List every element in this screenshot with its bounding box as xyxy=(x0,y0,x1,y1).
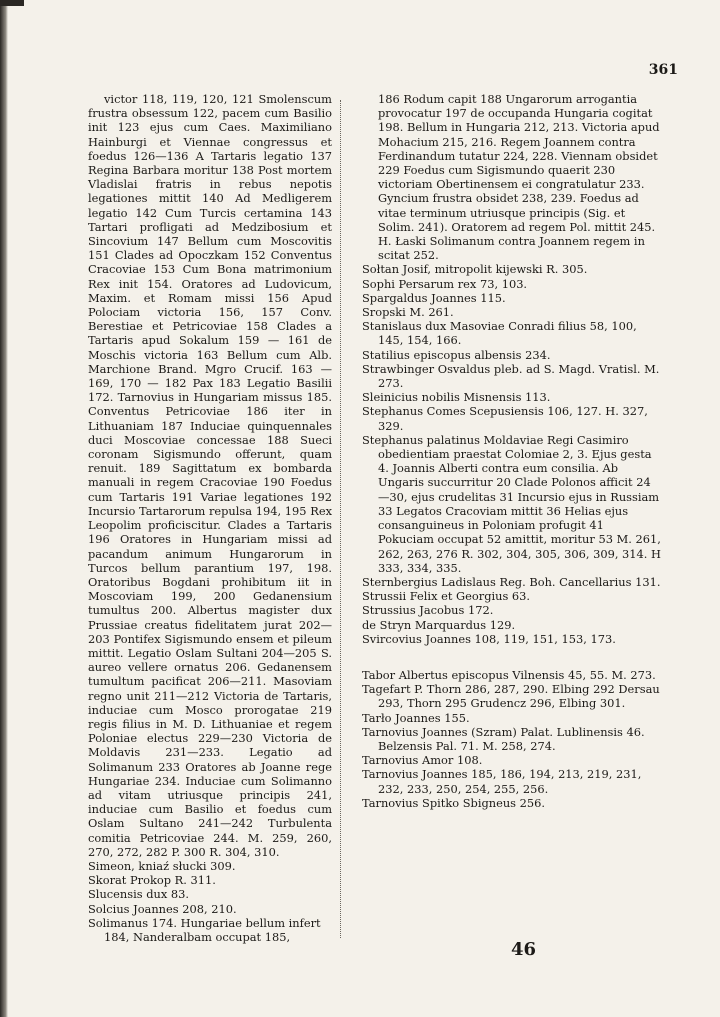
left-column xyxy=(88,92,332,944)
index-entry: Spargaldus Joannes 115. xyxy=(362,290,506,305)
index-entry: Strawbinger Osvaldus pleb. ad S. Magd. Vratisl. M. 273. xyxy=(362,361,660,391)
index-entry: Svircovius Joannes 108, 119, 151, 153, 173. xyxy=(362,631,616,646)
index-entry: Tagefart P. Thorn 286, 287, 290. Elbing 292 Dersau 293, Thorn 295 Grudencz 296, Elbing 301. xyxy=(362,682,660,711)
index-entry: Solcius Joannes 208, 210. xyxy=(88,901,237,916)
index-entry: Tarnovius Spitko Sbigneus 256. xyxy=(362,795,545,810)
index-entry: Sołtan Josif, mitropolit kijewski R. 305. xyxy=(362,262,588,277)
section-gap xyxy=(362,646,662,668)
index-entry: Tarnovius Amor 108. xyxy=(362,753,483,768)
index-entry: Tarło Joannes 155. xyxy=(362,710,470,725)
index-entry: Tabor Albertus episcopus Vilnensis 45, 55. M. 273. xyxy=(362,667,656,682)
index-entry: 186 Rodum capit 188 Ungarorum arrogantia provocatur 197 de occupanda Hungaria cogitat 198. Bellum in Hungaria 212, 213. Victoria apud Mohacium 215, 216. Regem Joannem contra Ferdinandum tutatur 224, 228. Viennam obsidet 229 Foedus cum Sigismundo quaerit 230 victoriam Obertinensem ei congratulatur 233. Gyncium frustra obsidet 238, 239. Foedus ad vitae terminum utriusque principis (Sig. et Solim. 241). Oratorem ad regem Pol. mittit 245. H. Łaski Solimanum contra Joannem regem in scitat 252. xyxy=(378,92,660,263)
page-number-top: 361 xyxy=(648,62,678,78)
column-divider xyxy=(340,100,347,938)
index-entry: Strussii Felix et Georgius 63. xyxy=(362,589,531,604)
index-entry: Skorat Prokop R. 311. xyxy=(88,873,216,888)
index-entry: Sropski M. 261. xyxy=(362,305,454,320)
index-entry: Tarnovius Joannes (Szram) Palat. Lublinensis 46. Belzensis Pal. 71. M. 258, 274. xyxy=(362,724,645,753)
page-number-bottom: 46 xyxy=(511,939,537,960)
index-entry: Stephanus Comes Scepusiensis 106, 127. H. 327, 329. xyxy=(362,404,648,433)
index-entry: Stephanus palatinus Moldaviae Regi Casimiro obedientiam praestat Colomiae 2, 3. Ejus gesta 4. Joannis Alberti contra eum consilia. Ab Ungaris succurritur 20 Clade Polonos afficit 24—30, ejus crudelitas 31 Incursio ejus in Russiam 33 Legatos Cracoviam mittit 36 Helias ejus consanguineus in Poloniam profugit 41 Pokuciam occupat 52 amittit, moritur 53 M. 261, 262, 263, 276 R. 302, 304, 305, 306, 309, 314. H 333, 334, 335. xyxy=(362,432,661,575)
index-entry: Sophi Persarum rex 73, 103. xyxy=(362,276,528,291)
index-entry: de Stryn Marquardus 129. xyxy=(362,617,516,632)
index-entry: Sternbergius Ladislaus Reg. Boh. Cancellarius 131. xyxy=(362,574,661,589)
scan-edge-top xyxy=(0,0,24,6)
index-entry: Stanislaus dux Masoviae Conradi filius 58, 100, 145, 154, 166. xyxy=(362,319,637,348)
right-column xyxy=(362,92,662,810)
index-entry: Simeon, kniaź słucki 309. xyxy=(88,858,236,873)
left-paragraph: victor 118, 119, 120, 121 Smolenscum frustra obsessum 122, pacem cum Basilio init 123 ejus cum Caes. Maximiliano Hainburgi et Viennae congressus et foedus 126—136 A Tartaris legatio 137 Regina Barbara moritur 138 Post mortem Vladislai fratris in rebus nepotis legationes mittit 140 Ad Medligerem legatio 142 Cum Turcis certamina 143 Tartari profligati ad Medzibosium et Sincovium 147 Bellum cum Moscovitis 151 Clades ad Opoczkam 152 Conventus Cracoviae 153 Cum Bona matrimonium Rex init 154. Oratores ad Ludovicum, Maxim. et Romam missi 156 Apud Polociam victoria 156, 157 Conv. Berestiae et Petricoviae 158 Clades a Tartaris apud Sokalum 159 — 161 de Moschis victoria 163 Bellum cum Alb. Marchione Brand. Mgro Crucif. 163 — 169, 170 — 182 Pax 183 Legatio Basilii 172. Tarnovius in Hungariam missus 185. Conventus Petricoviae 186 iter in Lithuaniam 187 Induciae quinquennales duci Moscoviae concessae 188 Sueci coronam Sigismundo offerunt, quam renuit. 189 Sagittatum ex bombarda manuali in regem Cracoviae 190 Foedus cum Tartaris 191 Variae legationes 192 Incursio Tartarorum repulsa 194, 195 Rex Leopolim proficiscitur. Clades a Tartaris 196 Oratores in Hungariam missi ad pacandum animum Hungarorum in Turcos bellum parantium 197, 198. Oratoribus Bogdani prohibitum iit in Moscoviam 199, 200 Gedanensium tumultus 200. Albertus magister dux Prussiae creatus fidelitatem jurat 202—203 Pontifex Sigismundo ensem et pileum mittit. Legatio Oslam Sultani 204—205 S. aureo vellere ornatus 206. Gedanensem tumultum pacificat 206—211. Masoviam regno unit 211—212 Victoria de Tartaris, induciae cum Mosco prorogatae 219 regis filius in M. D. Lithuaniae et regem Poloniae electus 229—230 Victoria de Moldavis 231—233. Legatio ad Solimanum 233 Oratores ab Joanne rege Hungariae 234. Induciae cum Solimanno ad vitam utriusque principis 241, induciae cum Basilio et foedus cum Oslam Sultano 241—242 Turbulenta comitia Petricoviae 244. M. 259, 260, 270, 272, 282 P. 300 R. 304, 310. xyxy=(88,92,332,859)
index-entry: Tarnovius Joannes 185, 186, 194, 213, 219, 231, 232, 233, 250, 254, 255, 256. xyxy=(362,767,642,796)
index-entry: Slucensis dux 83. xyxy=(88,887,189,902)
index-entry: Sleinicius nobilis Misnensis 113. xyxy=(362,390,551,405)
index-entry: Solimanus 174. Hungariae bellum infert 184, Nanderalbam occupat 185, xyxy=(88,915,321,944)
scan-edge xyxy=(0,0,8,1017)
index-entry: Statilius episcopus albensis 234. xyxy=(362,347,551,362)
index-entry: Strussius Jacobus 172. xyxy=(362,603,494,618)
